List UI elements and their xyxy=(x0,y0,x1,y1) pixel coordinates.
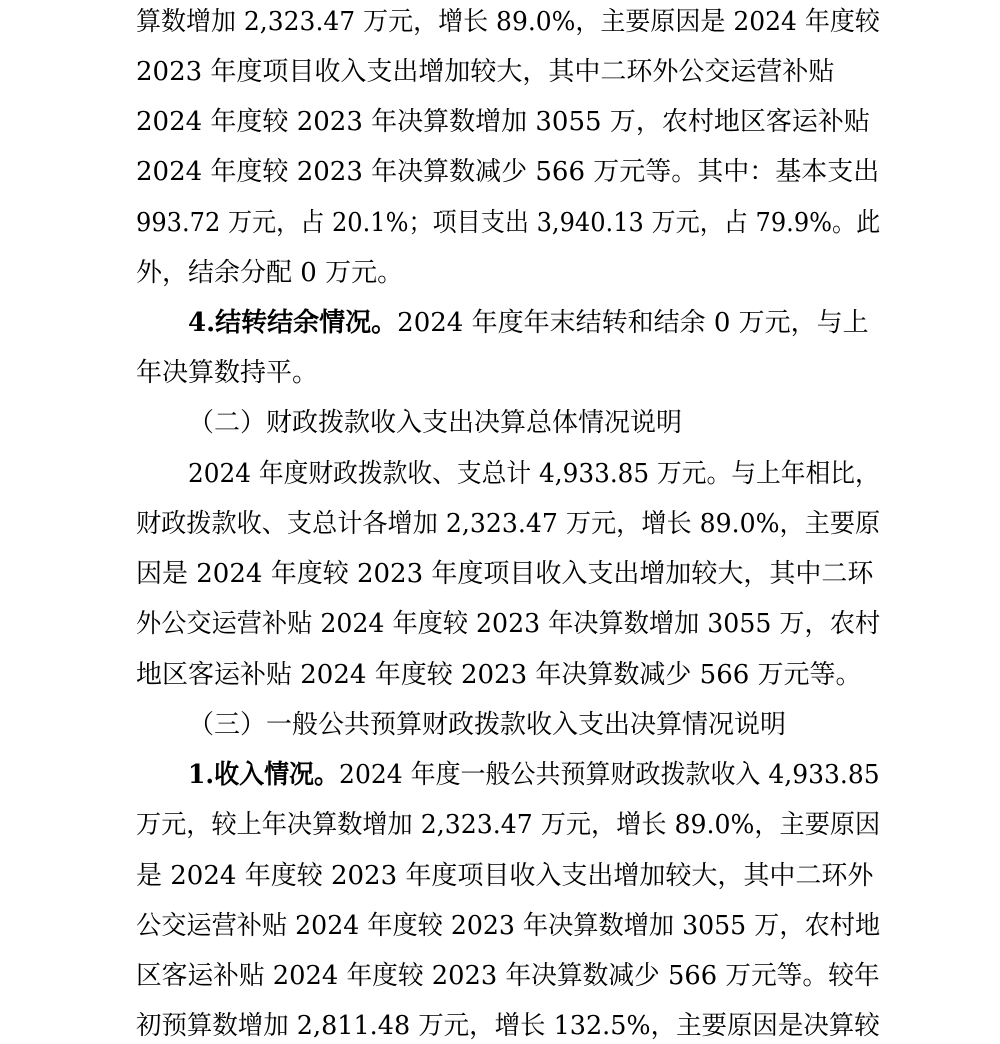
line-text: 2023 年度项目收入支出增加较大，其中二环外公交运营补贴 xyxy=(136,57,835,87)
subsection-heading xyxy=(188,709,786,741)
line-text: 地区客运补贴 2024 年度较 2023 年决算数减少 566 万元等。 xyxy=(136,660,862,690)
paragraph-line xyxy=(136,56,834,88)
heading-text: （三）一般公共预算财政拨款收入支出决算情况说明 xyxy=(188,710,787,740)
paragraph-line xyxy=(136,809,880,841)
line-text: 外，结余分配 0 万元。 xyxy=(136,258,404,288)
paragraph-line xyxy=(136,508,880,540)
paragraph-line xyxy=(136,106,870,138)
paragraph-line xyxy=(136,357,318,389)
line-text: 2024 年度较 2023 年决算数减少 566 万元等。其中：基本支出 xyxy=(136,157,880,187)
section-heading: 4.结转结余情况。 xyxy=(188,308,398,338)
paragraph-line xyxy=(136,659,862,691)
section-heading: 1.收入情况。 xyxy=(188,760,340,790)
paragraph-line xyxy=(136,1010,880,1042)
line-text: 2024 年度财政拨款收、支总计 4,933.85 万元。与上年相比， xyxy=(188,459,880,489)
line-text: 万元，较上年决算数增加 2,323.47 万元，增长 89.0%，主要原因 xyxy=(136,810,881,840)
section-heading-line xyxy=(188,759,880,791)
line-text: 公交运营补贴 2024 年度较 2023 年决算数增加 3055 万，农村地 xyxy=(136,911,881,941)
subsection-heading xyxy=(188,407,682,439)
line-text: 2024 年度一般公共预算财政拨款收入 4,933.85 xyxy=(339,760,880,790)
line-text: 算数增加 2,323.47 万元，增长 89.0%，主要原因是 2024 年度较 xyxy=(136,7,880,37)
paragraph-line xyxy=(136,608,880,640)
paragraph-line xyxy=(136,960,880,992)
paragraph-line xyxy=(136,860,873,892)
line-text: 2024 年度较 2023 年决算数增加 3055 万，农村地区客运补贴 xyxy=(136,107,870,137)
line-text: 区客运补贴 2024 年度较 2023 年决算数减少 566 万元等。较年 xyxy=(136,961,880,991)
line-text: 因是 2024 年度较 2023 年度项目收入支出增加较大，其中二环 xyxy=(136,559,874,589)
heading-text: （二）财政拨款收入支出决算总体情况说明 xyxy=(188,408,683,438)
paragraph-line xyxy=(188,458,880,490)
paragraph-line xyxy=(136,558,873,590)
paragraph-line xyxy=(136,257,403,289)
line-text: 初预算数增加 2,811.48 万元，增长 132.5%，主要原因是决算较 xyxy=(136,1011,880,1041)
line-text: 2024 年度年末结转和结余 0 万元，与上 xyxy=(397,308,869,338)
line-text: 是 2024 年度较 2023 年度项目收入支出增加较大，其中二环外 xyxy=(136,861,874,891)
line-text: 外公交运营补贴 2024 年度较 2023 年决算数增加 3055 万，农村 xyxy=(136,609,881,639)
section-heading-line xyxy=(188,307,869,339)
paragraph-line xyxy=(136,207,880,239)
paragraph-line xyxy=(136,910,880,942)
line-text: 财政拨款收、支总计各增加 2,323.47 万元，增长 89.0%，主要原 xyxy=(136,509,881,539)
paragraph-line xyxy=(136,156,879,188)
line-text: 年决算数持平。 xyxy=(136,358,319,388)
paragraph-line xyxy=(136,6,880,38)
line-text: 993.72 万元，占 20.1%；项目支出 3,940.13 万元，占 79.9%。此 xyxy=(136,208,881,238)
